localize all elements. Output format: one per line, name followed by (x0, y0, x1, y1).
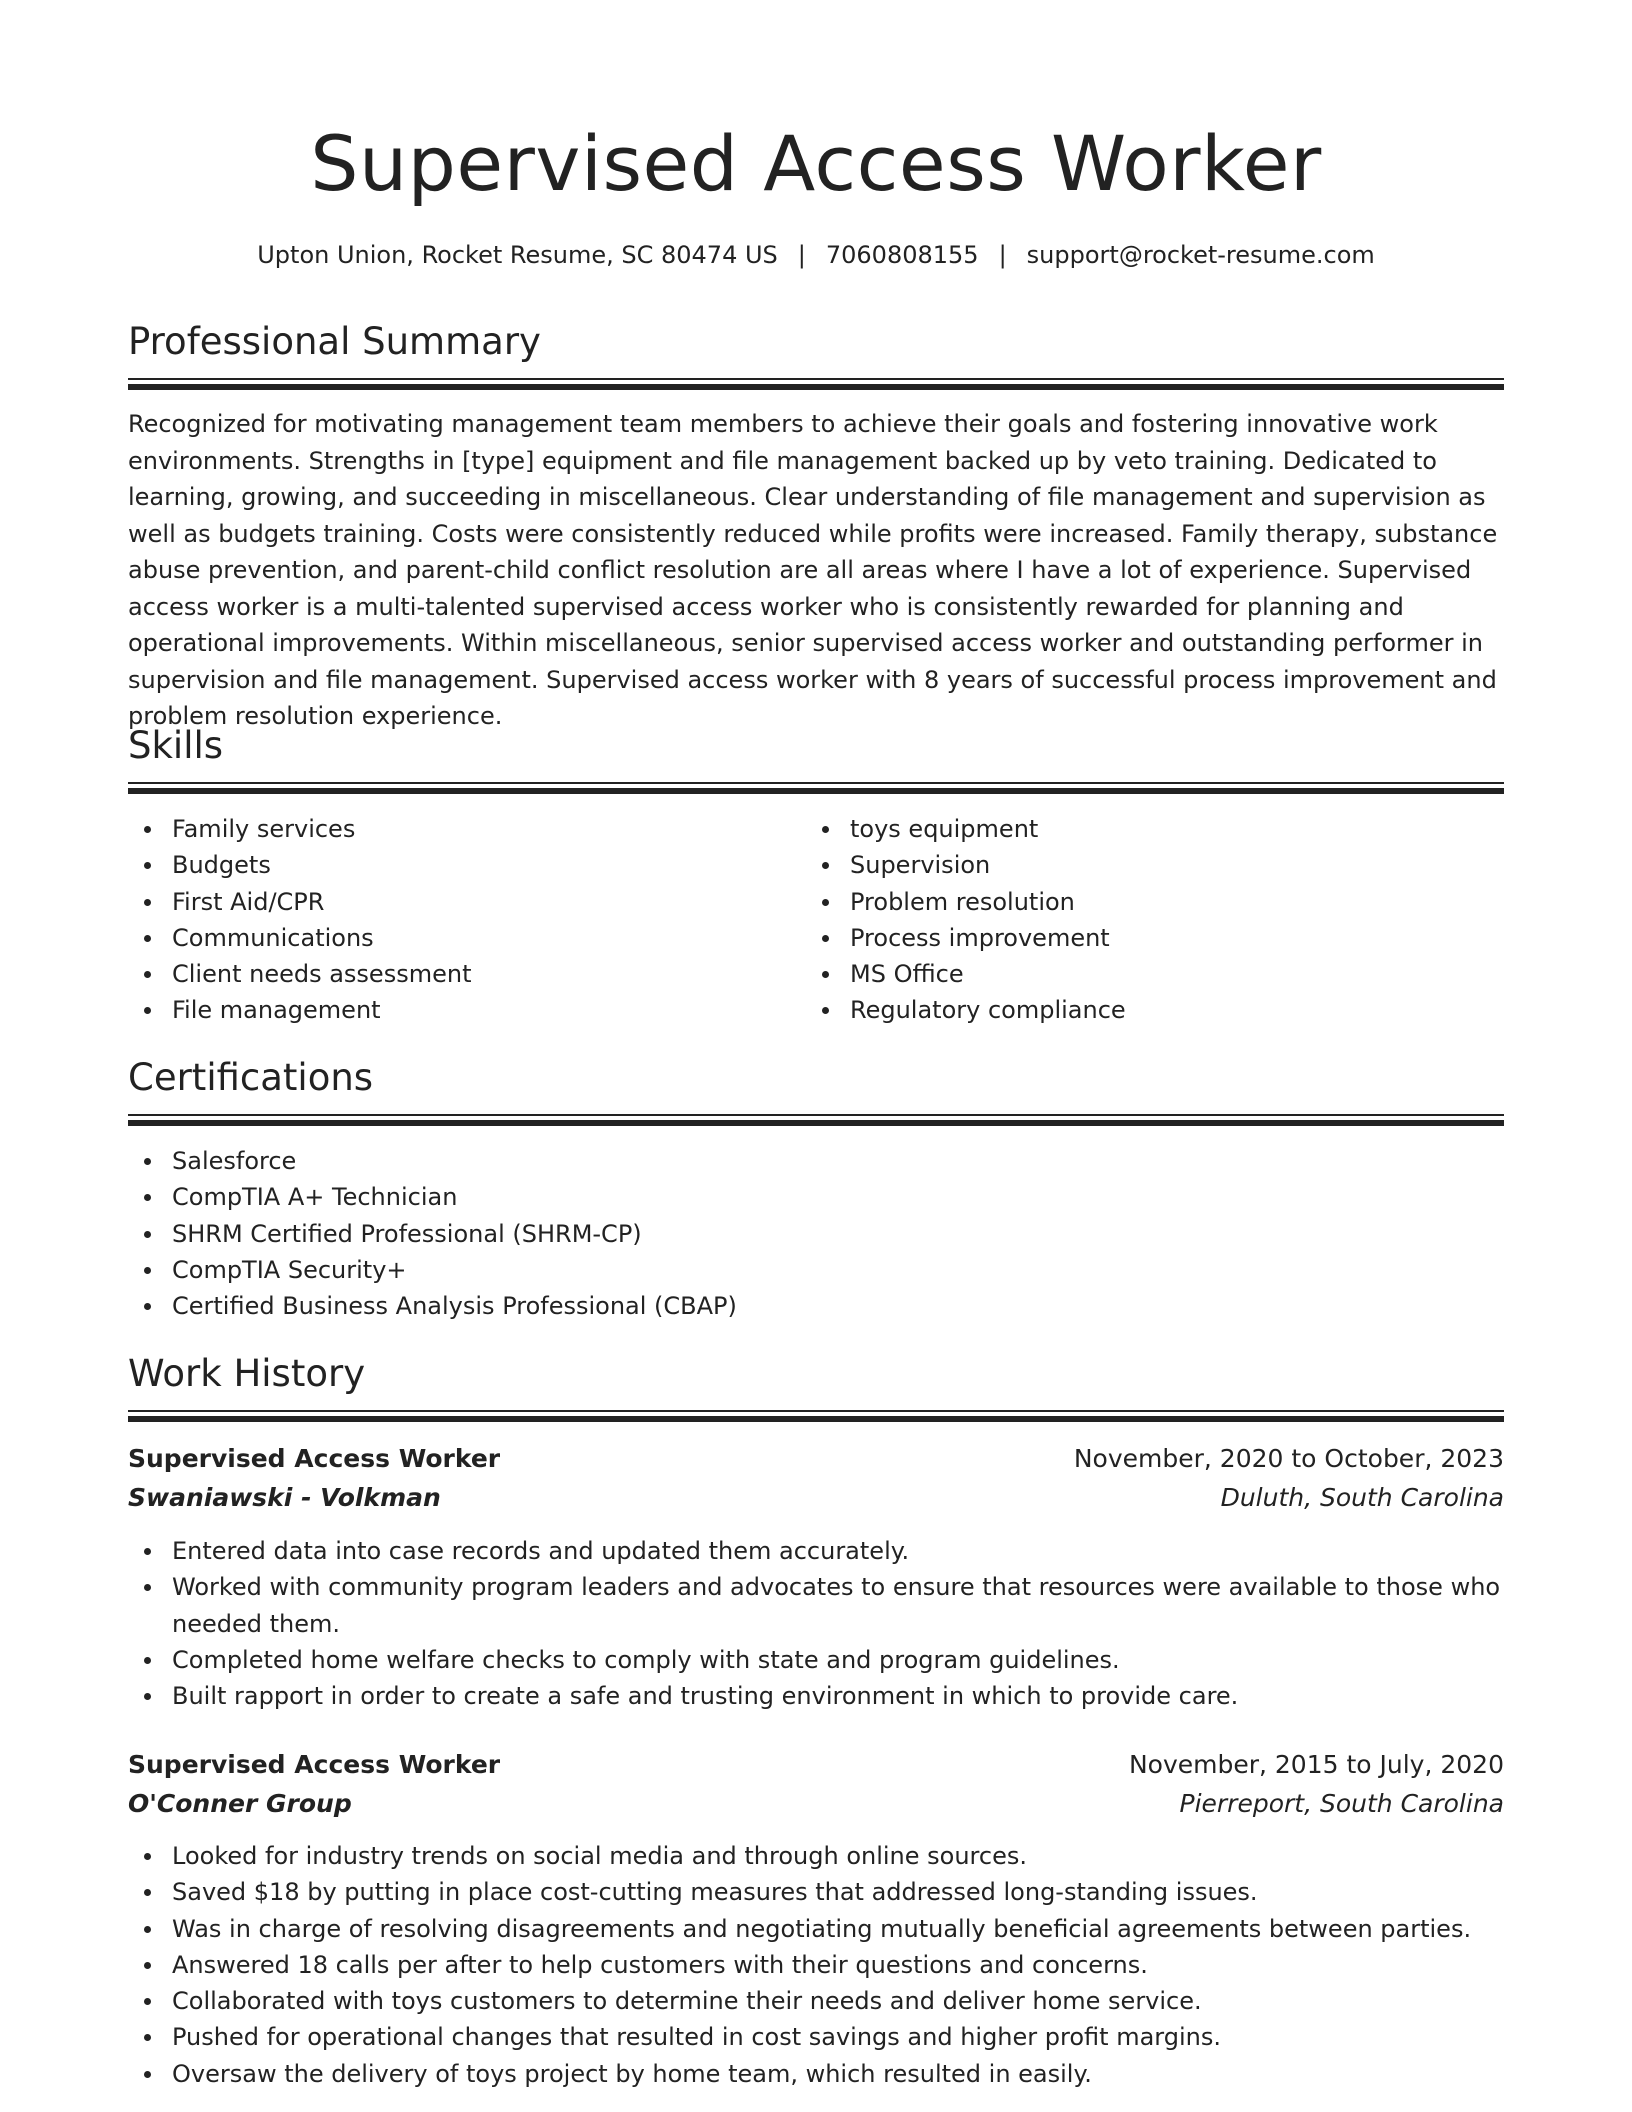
skill-item: toys equipment (806, 811, 1466, 847)
section-divider (128, 1114, 1504, 1126)
certification-item: Salesforce (128, 1143, 1504, 1179)
job-duty-item: Oversaw the delivery of toys project by home team, which resulted in easily. (128, 2056, 1504, 2092)
job-header (128, 1440, 1504, 1520)
section-divider (128, 782, 1504, 794)
skill-item: File management (128, 992, 788, 1028)
skill-item: Regulatory compliance (806, 992, 1466, 1028)
contact-phone: 7060808155 (825, 241, 979, 269)
contact-separator: | (998, 241, 1007, 269)
contact-line (0, 237, 1632, 273)
skill-item: MS Office (806, 956, 1466, 992)
job-title: Supervised Access Worker (128, 1750, 501, 1779)
skills-list-right (806, 811, 1466, 1029)
contact-email: support@rocket-resume.com (1026, 241, 1375, 269)
certifications-list (128, 1143, 1504, 1324)
job-duties-list (128, 1838, 1504, 2092)
skills-list-left (128, 811, 788, 1029)
job-duty-item: Built rapport in order to create a safe and trusting environment in which to provide care. (128, 1678, 1504, 1714)
job-duty-item: Was in charge of resolving disagreements and negotiating mutually beneficial agreements between parties. (128, 1911, 1504, 1947)
job-duty-item: Saved $18 by putting in place cost-cutting measures that addressed long-standing issues. (128, 1874, 1504, 1910)
job-duty-item: Looked for industry trends on social media and through online sources. (128, 1838, 1504, 1874)
contact-address: Upton Union, Rocket Resume, SC 80474 US (257, 241, 778, 269)
job-duty-item: Collaborated with toys customers to determine their needs and deliver home service. (128, 1983, 1504, 2019)
section-divider (128, 378, 1504, 390)
skill-item: Communications (128, 920, 788, 956)
job-dates: November, 2015 to July, 2020 (1128, 1750, 1504, 1779)
job-duty-item: Pushed for operational changes that resulted in cost savings and higher profit margins. (128, 2019, 1504, 2055)
certification-item: CompTIA A+ Technician (128, 1179, 1504, 1215)
job-title: Supervised Access Worker (128, 1444, 501, 1473)
job-company: O'Conner Group (128, 1789, 352, 1818)
job-duty-item: Worked with community program leaders and advocates to ensure that resources were available to those who needed them. (128, 1569, 1504, 1642)
job-duties-list (128, 1533, 1504, 1714)
candidate-name: Supervised Access Worker (310, 119, 1322, 208)
job-duty-item: Completed home welfare checks to comply with state and program guidelines. (128, 1642, 1504, 1678)
summary-text: Recognized for motivating management team members to achieve their goals and fostering innovative work environments. Strengths in [type] equipment and file management backed up by veto training. Dedicated to learning, growing, and succeeding in miscellaneous. Clear understanding of file management and supervision as well as budgets training. Costs were consistently reduced while profits were increased. Family therapy, substance abuse prevention, and parent-child conflict resolution are all areas where I have a lot of experience. Supervised access worker is a multi-talented supervised access worker who is consistently rewarded for planning and operational improvements. Within miscellaneous, senior supervised access worker and outstanding performer in supervision and file management. Supervised access worker with 8 years of successful process improvement and problem resolution experience. (128, 410, 1498, 730)
skill-item: Supervision (806, 847, 1466, 883)
skill-item: Family services (128, 811, 788, 847)
skill-item: Problem resolution (806, 884, 1466, 920)
job-header (128, 1746, 1504, 1826)
certification-item: SHRM Certified Professional (SHRM-CP) (128, 1216, 1504, 1252)
job-duty-item: Entered data into case records and updated them accurately. (128, 1533, 1504, 1569)
section-title-certifications: Certifications (128, 1056, 374, 1099)
skill-item: First Aid/CPR (128, 884, 788, 920)
section-title-summary: Professional Summary (128, 320, 541, 363)
job-duty-item: Answered 18 calls per after to help customers with their questions and concerns. (128, 1947, 1504, 1983)
skill-item: Budgets (128, 847, 788, 883)
job-company: Swaniawski - Volkman (128, 1483, 441, 1512)
section-title-skills: Skills (128, 724, 224, 767)
skill-item: Client needs assessment (128, 956, 788, 992)
section-divider (128, 1410, 1504, 1422)
job-location: Duluth, South Carolina (1220, 1483, 1504, 1512)
contact-separator: | (797, 241, 806, 269)
certification-item: CompTIA Security+ (128, 1252, 1504, 1288)
job-dates: November, 2020 to October, 2023 (1073, 1444, 1504, 1473)
job-location: Pierreport, South Carolina (1179, 1789, 1504, 1818)
section-title-work-history: Work History (128, 1352, 366, 1395)
certification-item: Certified Business Analysis Professional (CBAP) (128, 1288, 1504, 1324)
skill-item: Process improvement (806, 920, 1466, 956)
